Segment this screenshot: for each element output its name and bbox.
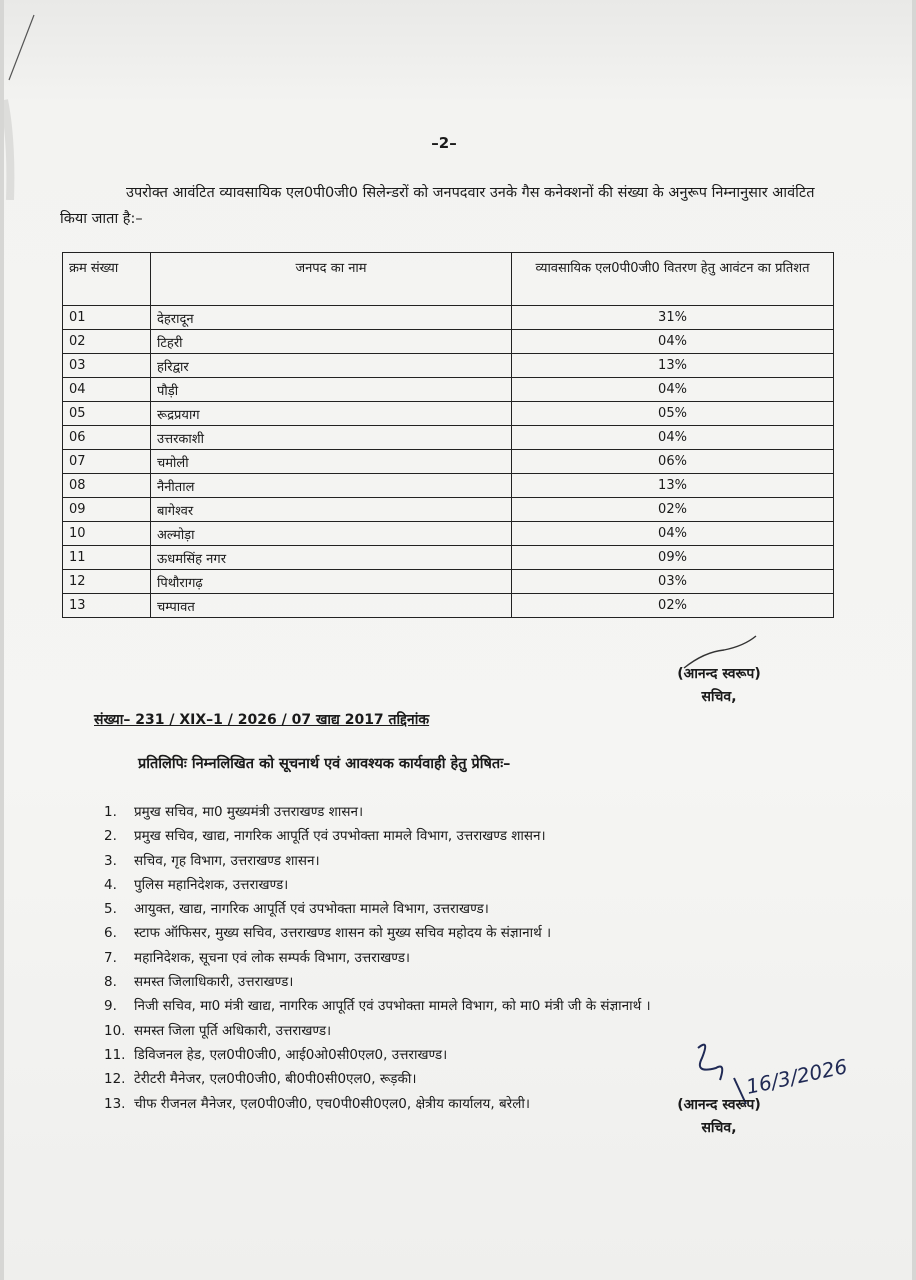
list-item-text: पुलिस महानिदेशक, उत्तराखण्ड। [134, 876, 289, 893]
percent-cell: 04% [512, 330, 834, 354]
table-row [63, 402, 834, 426]
list-item [104, 1019, 864, 1043]
percent-cell: 31% [512, 306, 834, 330]
district-cell: नैनीताल [151, 474, 512, 498]
signatory-designation-2: सचिव, [701, 1120, 737, 1136]
list-item [104, 897, 864, 921]
percent-cell: 06% [512, 450, 834, 474]
list-item-text: प्रमुख सचिव, खाद्य, नागरिक आपूर्ति एवं उपभोक्ता मामले विभाग, उत्तराखण्ड शासन। [134, 828, 546, 845]
table-body [63, 306, 834, 618]
list-item-text: प्रमुख सचिव, मा0 मुख्यमंत्री उत्तराखण्ड शासन। [134, 804, 364, 820]
district-cell: रूद्रप्रयाग [151, 402, 512, 426]
district-cell: टिहरी [151, 330, 512, 354]
list-item [104, 873, 864, 897]
district-cell: पिथौरागढ़ [151, 570, 512, 594]
paper-fold-mark [4, 0, 64, 200]
table-row [63, 546, 834, 570]
list-item-text: निजी सचिव, मा0 मंत्री खाद्य, नागरिक आपूर्ति एवं उपभोक्ता मामले विभाग, को मा0 मंत्री जी के संज्ञानार्थ । [134, 998, 651, 1015]
table-row [63, 450, 834, 474]
list-item [104, 921, 864, 945]
signature-block-2 [644, 1095, 794, 1137]
serial-cell: 13 [63, 594, 151, 618]
list-item-text: चीफ रीजनल मैनेजर, एल0पी0जी0, एच0पी0सी0एल0, क्षेत्रीय कार्यालय, बरेली। [134, 1095, 530, 1112]
list-item [104, 1043, 864, 1067]
signatory-name: (आनन्द स्वरूप) [677, 666, 761, 682]
list-item [104, 994, 864, 1018]
list-item-number: 9. [104, 998, 117, 1015]
percent-cell: 02% [512, 498, 834, 522]
list-item-text: समस्त जिला पूर्ति अधिकारी, उत्तराखण्ड। [134, 1022, 332, 1039]
serial-cell: 05 [63, 402, 151, 426]
serial-cell: 10 [63, 522, 151, 546]
signatory-name-2: (आनन्द स्वरूप) [677, 1097, 761, 1113]
serial-cell: 07 [63, 450, 151, 474]
list-item-text: आयुक्त, खाद्य, नागरिक आपूर्ति एवं उपभोक्ता मामले विभाग, उत्तराखण्ड। [134, 901, 489, 918]
serial-cell: 03 [63, 354, 151, 378]
serial-cell: 11 [63, 546, 151, 570]
serial-cell: 02 [63, 330, 151, 354]
district-cell: ऊधमसिंह नगर [151, 546, 512, 570]
list-item [104, 946, 864, 970]
district-cell: हरिद्वार [151, 354, 512, 378]
percent-cell: 05% [512, 402, 834, 426]
table-row [63, 474, 834, 498]
signature-block-1 [644, 664, 794, 706]
list-item-number: 13. [104, 1095, 126, 1112]
handwritten-date: 16/3/2026 [744, 1054, 850, 1099]
list-item-number: 1. [104, 804, 117, 820]
district-cell: चमोली [151, 450, 512, 474]
list-item [104, 1067, 864, 1091]
list-item [104, 824, 864, 848]
table-row [63, 522, 834, 546]
table-row [63, 306, 834, 330]
table-header-row [63, 253, 834, 306]
document-page [4, 0, 912, 1280]
percent-cell: 02% [512, 594, 834, 618]
reference-number: संख्या– 231 / XIX–1 / 2026 / 07 खाद्य 2017 तद्दिनांक [94, 712, 430, 728]
table-row [63, 426, 834, 450]
list-item-text: सचिव, गृह विभाग, उत्तराखण्ड शासन। [134, 852, 320, 869]
table-row [63, 354, 834, 378]
district-cell: अल्मोड़ा [151, 522, 512, 546]
serial-cell: 08 [63, 474, 151, 498]
list-item-number: 4. [104, 876, 117, 893]
list-item-text: स्टाफ ऑफिसर, मुख्य सचिव, उत्तराखण्ड शासन को मुख्य सचिव महोदय के संज्ञानार्थ । [134, 925, 552, 942]
serial-cell: 12 [63, 570, 151, 594]
list-item-number: 12. [104, 1071, 126, 1088]
list-item-text: समस्त जिलाधिकारी, उत्तराखण्ड। [134, 974, 294, 991]
table-row [63, 330, 834, 354]
list-item-number: 6. [104, 925, 117, 942]
percent-cell: 13% [512, 354, 834, 378]
percent-cell: 04% [512, 378, 834, 402]
district-cell: चम्पावत [151, 594, 512, 618]
percent-cell: 13% [512, 474, 834, 498]
percent-cell: 04% [512, 426, 834, 450]
page-number: –2– [431, 134, 457, 152]
list-item-number: 5. [104, 901, 117, 918]
district-cell: बागेश्वर [151, 498, 512, 522]
table-row [63, 594, 834, 618]
district-cell: देहरादून [151, 306, 512, 330]
district-cell: उत्तरकाशी [151, 426, 512, 450]
allocation-table [62, 252, 834, 618]
copy-heading: प्रतिलिपिः निम्नलिखित को सूचनार्थ एवं आवश्यक कार्यवाही हेतु प्रेषितः– [138, 756, 511, 772]
signatory-designation: सचिव, [701, 689, 737, 705]
serial-cell: 06 [63, 426, 151, 450]
header-percent: व्यावसायिक एल0पी0जी0 वितरण हेतु आवंटन का प्रतिशत [512, 253, 834, 306]
list-item [104, 849, 864, 873]
list-item [104, 970, 864, 994]
district-cell: पौड़ी [151, 378, 512, 402]
header-district: जनपद का नाम [151, 253, 512, 306]
percent-cell: 04% [512, 522, 834, 546]
list-item-number: 7. [104, 949, 117, 966]
list-item-number: 10. [104, 1022, 126, 1039]
percent-cell: 09% [512, 546, 834, 570]
list-item-number: 2. [104, 828, 117, 845]
table-row [63, 498, 834, 522]
list-item [104, 800, 864, 824]
list-item-number: 11. [104, 1046, 126, 1063]
list-item-text: महानिदेशक, सूचना एवं लोक सम्पर्क विभाग, उत्तराखण्ड। [134, 949, 411, 966]
serial-cell: 09 [63, 498, 151, 522]
list-item-number: 8. [104, 974, 117, 991]
list-item-text: डिविजनल हेड, एल0पी0जी0, आई0ओ0सी0एल0, उत्तराखण्ड। [134, 1046, 448, 1063]
serial-cell: 04 [63, 378, 151, 402]
copy-recipient-list [104, 800, 864, 1116]
percent-cell: 03% [512, 570, 834, 594]
table-row [63, 570, 834, 594]
intro-paragraph: उपरोक्त आवंटित व्यावसायिक एल0पी0जी0 सिलेन्डरों को जनपदवार उनके गैस कनेक्शनों की संख्या के अनुरूप निम्नानुसार आवंटित किया जाता है:– [60, 185, 815, 227]
serial-cell: 01 [63, 306, 151, 330]
header-serial: क्रम संख्या [63, 253, 151, 306]
list-item-text: टेरीटरी मैनेजर, एल0पी0जी0, बी0पी0सी0एल0, रूड़की। [134, 1071, 417, 1088]
list-item-number: 3. [104, 852, 117, 869]
table-row [63, 378, 834, 402]
